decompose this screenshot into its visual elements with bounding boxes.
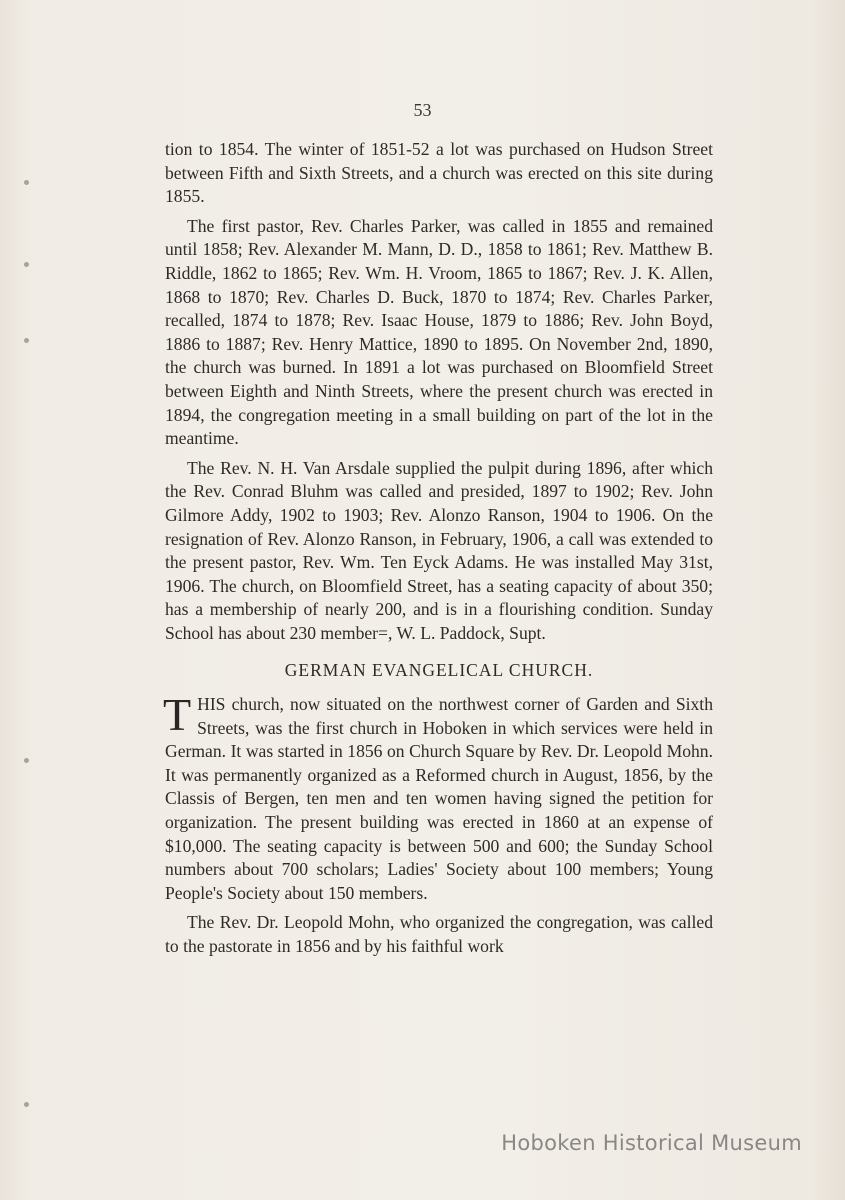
paragraph: The Rev. Dr. Leopold Mohn, who organized the congregation, was called to the pastorate in 1856 and by his faithful work	[165, 912, 713, 956]
paragraph: tion to 1854. The winter of 1851-52 a lot was purchased on Hudson Street between Fifth and Sixth Streets, and a church was erected on this site during 1855.	[165, 139, 713, 207]
binding-hole-mark	[24, 1102, 29, 1107]
page-number: 53	[413, 100, 432, 120]
binding-hole-mark	[24, 338, 29, 343]
section-heading: GERMAN EVANGELICAL CHURCH.	[284, 660, 594, 681]
binding-hole-mark	[24, 180, 29, 185]
paragraph-text: HIS church, now situated on the northwest corner of Garden and Sixth Streets, was the first church in Hoboken in which services were held in German. It was started in 1856 on Church Square by Rev. Dr. Leopold Mohn. It was permanently organized as a Reformed church in August, 1856, by the Classis of Bergen, ten men and ten women having signed the petition for organization. The present building was erected in 1860 at an expense of $10,000. The seating capacity is between 500 and 600; the Sunday School numbers about 700 scholars; Ladies' Society about 100 members; Young People's Society about 150 members.	[165, 694, 713, 903]
drop-cap: T	[163, 689, 192, 741]
binding-hole-mark	[24, 262, 29, 267]
watermark: Hoboken Historical Museum	[501, 1131, 802, 1155]
body-text	[165, 138, 713, 965]
binding-hole-mark	[24, 758, 29, 763]
paragraph: The Rev. N. H. Van Arsdale supplied the pulpit during 1896, after which the Rev. Conrad Bluhm was called and presided, 1897 to 1902; Rev. John Gilmore Addy, 1902 to 1903; Rev. Alonzo Ranson, 1904 to 1906. On the resignation of Rev. Alonzo Ranson, in February, 1906, a call was extended to the present pastor, Rev. Wm. Ten Eyck Adams. He was installed May 31st, 1906. The church, on Bloomfield Street, has a seating capacity of about 350; has a membership of nearly 200, and is in a flourishing condition. Sunday School has about 230 member=, W. L. Paddock, Supt.	[165, 457, 713, 643]
paragraph: The first pastor, Rev. Charles Parker, was called in 1855 and remained until 1858; Rev. Alexander M. Mann, D. D., 1858 to 1861; Rev. Matthew B. Riddle, 1862 to 1865; Rev. Wm. H. Vroom, 1865 to 1867; Rev. J. K. Allen, 1868 to 1870; Rev. Charles D. Buck, 1870 to 1874; Rev. Charles Parker, recalled, 1874 to 1878; Rev. Isaac House, 1879 to 1886; Rev. John Boyd, 1886 to 1887; Rev. Henry Mattice, 1890 to 1895. On November 2nd, 1890, the church was burned. In 1891 a lot was purchased on Bloomfield Street between Eighth and Ninth Streets, where the present church was erected in 1894, the congregation meeting in a small building on part of the lot in the meantime.	[165, 215, 713, 449]
paragraph	[163, 689, 713, 905]
